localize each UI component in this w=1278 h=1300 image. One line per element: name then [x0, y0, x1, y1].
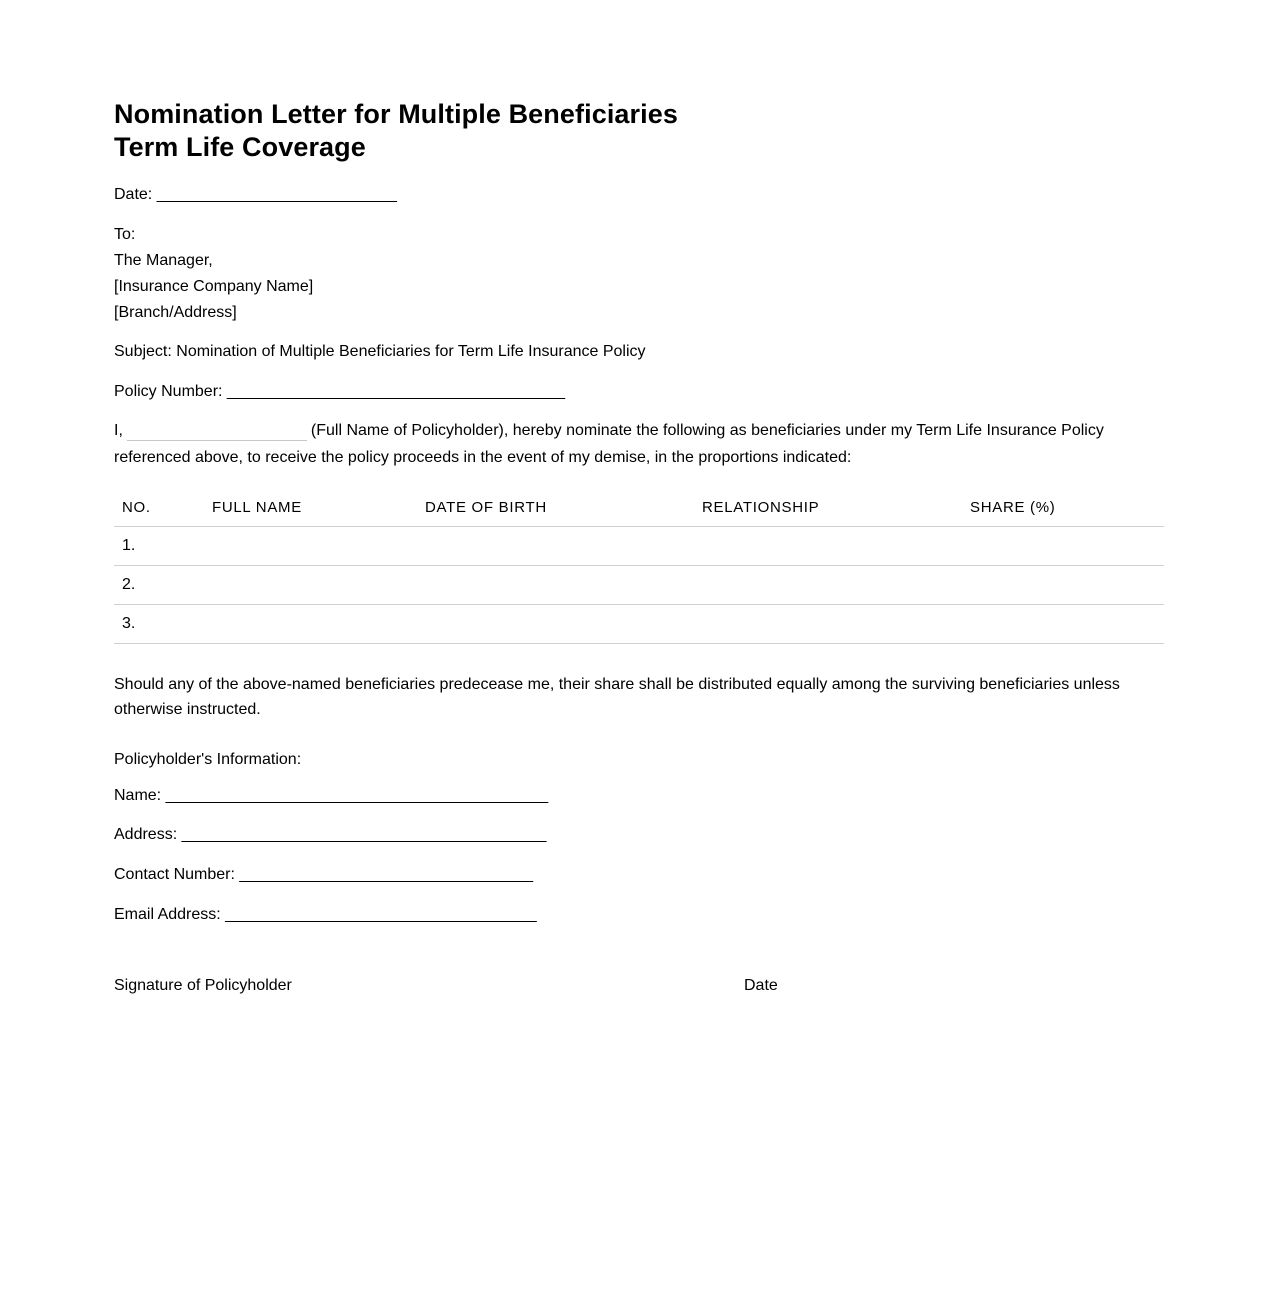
cell-date-of-birth[interactable] — [417, 527, 694, 566]
header-share: SHARE (%) — [962, 488, 1164, 527]
signature-date-label: Date — [744, 977, 778, 994]
cell-no: 2. — [114, 566, 204, 605]
title-line-1: Nomination Letter for Multiple Beneficiaries — [114, 99, 678, 129]
subject-line: Subject: Nomination of Multiple Beneficiaries for Term Life Insurance Policy — [114, 343, 646, 360]
cell-full-name[interactable] — [204, 527, 417, 566]
company-name: [Insurance Company Name] — [114, 278, 314, 295]
nomination-prefix: I, — [114, 422, 123, 439]
table-row — [114, 527, 1164, 566]
cell-share[interactable] — [962, 527, 1164, 566]
cell-full-name[interactable] — [204, 566, 417, 605]
nomination-text: (Full Name of Policyholder), hereby nominate the following as beneficiaries under my Term Life Insurance Policy referenced above, to receive the policy proceeds in the event of my demise, in the proportions indicated: — [114, 422, 1104, 466]
date-field[interactable]: Date: ___________________________ — [114, 186, 397, 203]
address-field[interactable]: Address: _________________________________________ — [114, 826, 547, 843]
header-no: NO. — [114, 488, 204, 527]
to-label: To: — [114, 226, 136, 243]
predecease-clause: Should any of the above-named beneficiaries predecease me, their share shall be distributed equally among the surviving beneficiaries unless otherwise instructed. — [114, 676, 1120, 718]
table-row — [114, 566, 1164, 605]
cell-full-name[interactable] — [204, 605, 417, 644]
policyholder-info-heading: Policyholder's Information: — [114, 751, 302, 768]
cell-date-of-birth[interactable] — [417, 605, 694, 644]
cell-relationship[interactable] — [694, 605, 962, 644]
contact-number-field[interactable]: Contact Number: _________________________________ — [114, 866, 534, 883]
recipient: The Manager, — [114, 252, 213, 269]
document-title — [114, 98, 1164, 164]
header-date-of-birth: DATE OF BIRTH — [417, 488, 694, 527]
cell-date-of-birth[interactable] — [417, 566, 694, 605]
header-relationship: RELATIONSHIP — [694, 488, 962, 527]
cell-share[interactable] — [962, 605, 1164, 644]
table-header-row — [114, 488, 1164, 527]
title-line-2: Term Life Coverage — [114, 132, 366, 162]
policyholder-name-input[interactable] — [127, 422, 307, 441]
policy-number-field[interactable]: Policy Number: ______________________________________ — [114, 383, 566, 400]
cell-relationship[interactable] — [694, 527, 962, 566]
beneficiaries-table — [114, 488, 1164, 644]
name-field[interactable]: Name: ___________________________________________ — [114, 787, 549, 804]
letter-page — [114, 98, 1164, 994]
cell-no: 1. — [114, 527, 204, 566]
header-full-name: FULL NAME — [204, 488, 417, 527]
cell-no: 3. — [114, 605, 204, 644]
signature-label: Signature of Policyholder — [114, 977, 292, 994]
branch-address: [Branch/Address] — [114, 304, 237, 321]
cell-share[interactable] — [962, 566, 1164, 605]
cell-relationship[interactable] — [694, 566, 962, 605]
table-row — [114, 605, 1164, 644]
email-address-field[interactable]: Email Address: ___________________________________ — [114, 906, 537, 923]
nomination-paragraph — [114, 417, 1164, 471]
